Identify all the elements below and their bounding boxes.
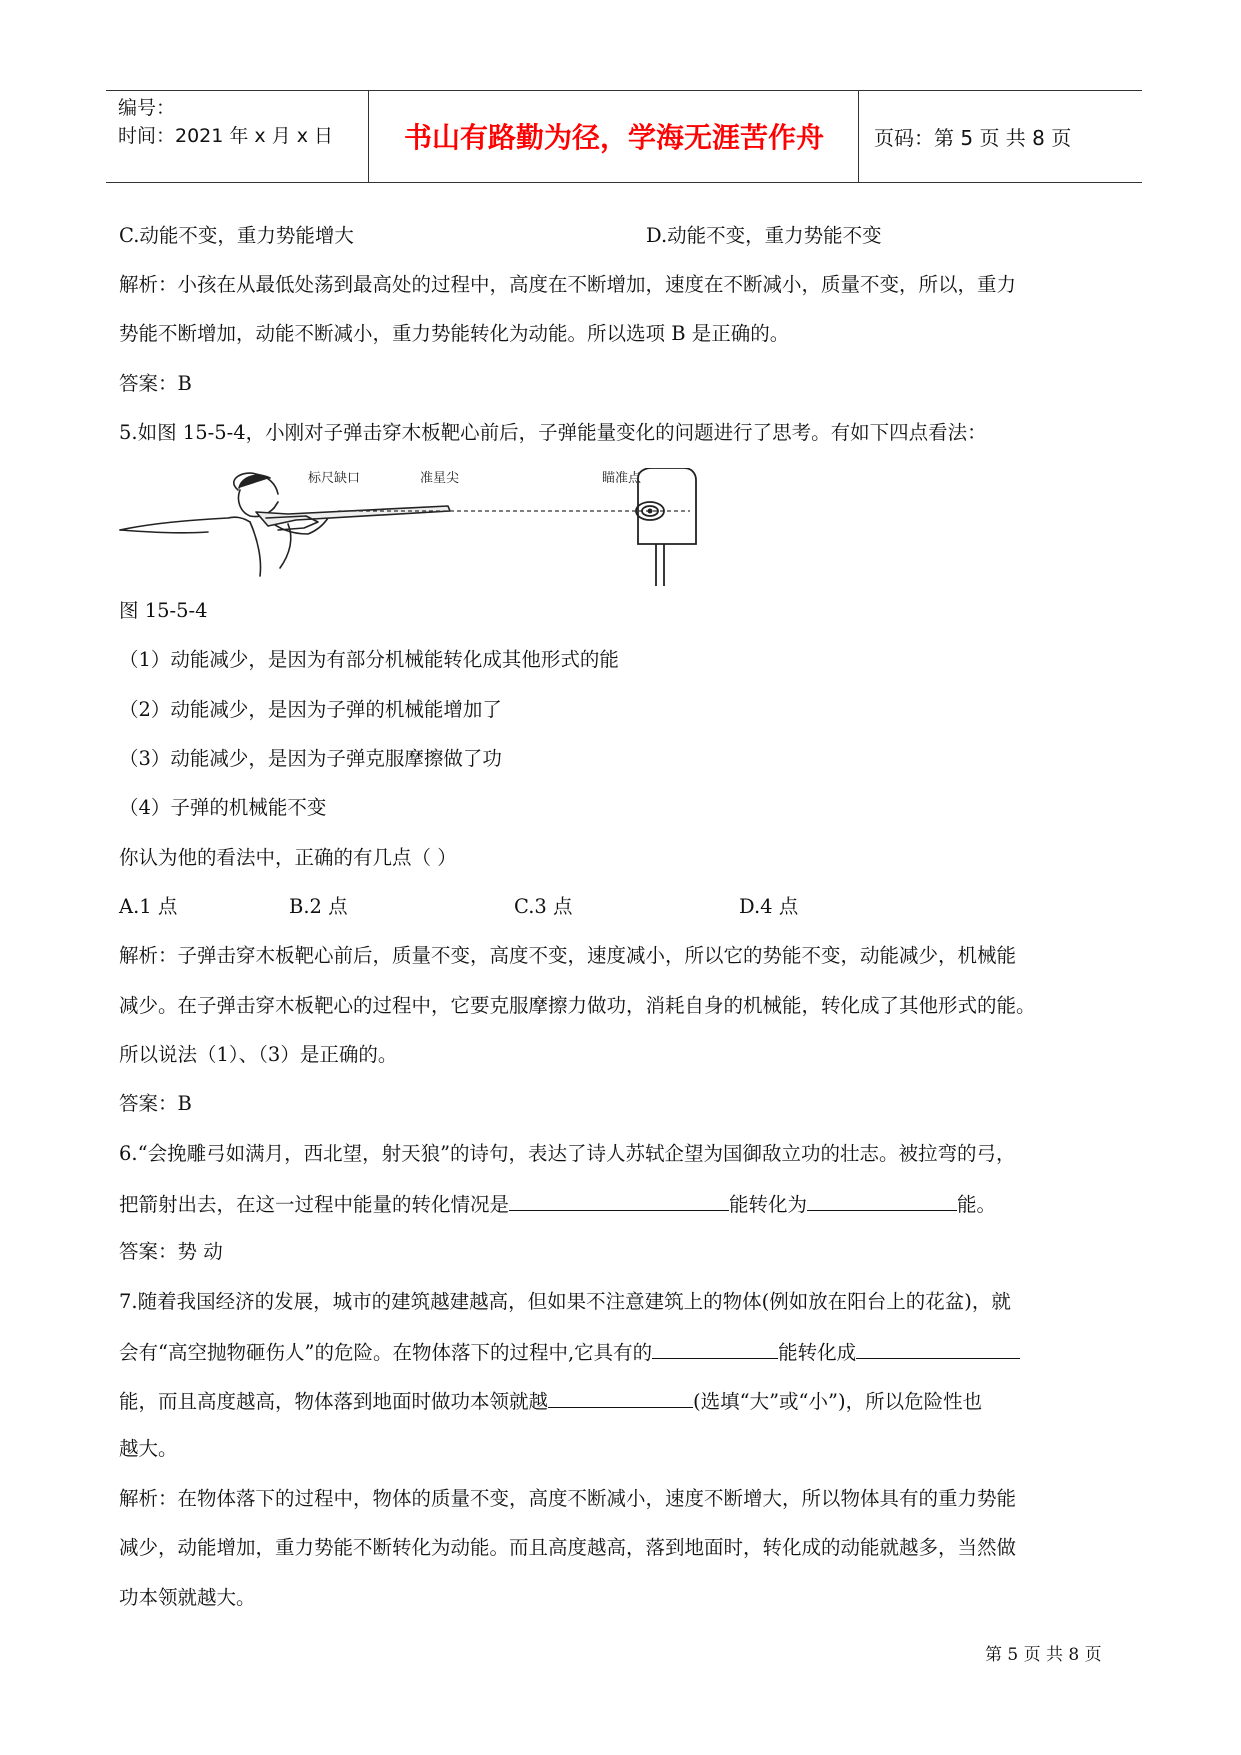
body-outline: [120, 517, 250, 530]
header-left-cell: [118, 94, 333, 150]
header-motto: 书山有路勤为径，学海无涯苦作舟: [403, 121, 824, 154]
analysis-4-line-1: 解析：小孩在从最低处荡到最高处的过程中，高度在不断增加，速度在不断减小，质量不变，所以，重力: [119, 273, 1017, 296]
header-divider-left: [368, 90, 369, 182]
question-7-line-2: 会有“高空抛物砸伤人”的危险。在物体落下的过程中,它具有的 能转化成: [119, 1338, 1020, 1366]
question-5-stem: 5.如图 15-5-4，小刚对子弹击穿木板靶心前后，子弹能量变化的问题进行了思考。有如下四点看法：: [119, 421, 987, 444]
question-7-line-4: 越大。: [119, 1437, 178, 1460]
footer-page-number: 第 5 页 共 8 页: [985, 1645, 1102, 1665]
label-aim-point: 瞄准点: [602, 471, 642, 486]
rifle: [256, 506, 450, 526]
figure-caption: 图 15-5-4: [119, 599, 208, 622]
fill-blank-7a[interactable]: [652, 1338, 778, 1359]
q5-option-a: A.1 点: [119, 895, 178, 918]
option-d: D.动能不变，重力势能不变: [646, 224, 882, 247]
question-6-line-1: 6.“会挽雕弓如满月，西北望，射天狼”的诗句，表达了诗人苏轼企望为国御敌立功的壮志。被拉弯的弓，: [119, 1142, 1016, 1165]
arm: [250, 522, 261, 576]
question-7-line-1: 7.随着我国经济的发展，城市的建筑越建越高，但如果不注意建筑上的物体(例如放在阳台上的花盆)，就: [119, 1290, 1011, 1313]
analysis-7-line-1: 解析：在物体落下的过程中，物体的质量不变，高度不断减小，速度不断增大，所以物体具有的重力势能: [119, 1487, 1017, 1510]
question-6-line-2: 把箭射出去，在这一过程中能量的转化情况是 能转化为 能。: [119, 1190, 996, 1218]
answer-6: 答案：势 动: [119, 1240, 223, 1263]
bullseye: [648, 509, 653, 514]
serial-label: 编号：: [118, 97, 176, 119]
fill-blank-7b[interactable]: [856, 1338, 1020, 1359]
figure-rifle-target: [118, 468, 778, 586]
q5-option-b: B.2 点: [289, 895, 348, 918]
header-page-info: 页码：第 5 页 共 8 页: [874, 125, 1072, 150]
q5-view-2: （2）动能减少，是因为子弹的机械能增加了: [119, 698, 502, 721]
fill-blank-7c[interactable]: [548, 1387, 693, 1408]
q5-view-1: （1）动能减少，是因为有部分机械能转化成其他形式的能: [119, 648, 619, 671]
analysis-7-line-2: 减少，动能增加，重力势能不断转化为动能。而且高度越高，落到地面时，转化成的动能就越多，当然做: [119, 1536, 1017, 1559]
q5-view-3: （3）动能减少，是因为子弹克服摩擦做了功: [119, 747, 502, 770]
analysis-5-line-3: 所以说法（1）、（3）是正确的。: [119, 1043, 398, 1066]
header-divider-right: [858, 90, 859, 182]
analysis-7-line-3: 功本领就越大。: [119, 1586, 256, 1609]
q5-ask: 你认为他的看法中，正确的有几点（ ）: [119, 846, 457, 869]
time-label: 时间：2021 年 x 月 x 日: [118, 125, 334, 147]
header-bottom-rule: [106, 182, 1142, 183]
target: [636, 468, 696, 586]
analysis-5-line-2: 减少。在子弹击穿木板靶心的过程中，它要克服摩擦力做功，消耗自身的机械能，转化成了其他形式的能。: [119, 994, 1036, 1017]
label-rear-sight: 标尺缺口: [308, 471, 361, 486]
fill-blank-6a[interactable]: [509, 1190, 729, 1211]
question-7-line-3: 能，而且高度越高，物体落到地面时做功本领就越 (选填“大”或“小”)，所以危险性也: [119, 1387, 982, 1415]
analysis-4-line-2: 势能不断增加，动能不断减小，重力势能转化为动能。所以选项 B 是正确的。: [119, 322, 790, 345]
q5-option-c: C.3 点: [514, 895, 573, 918]
q5-option-d: D.4 点: [739, 895, 799, 918]
answer-4: 答案：B: [119, 372, 192, 395]
option-c: C.动能不变，重力势能增大: [119, 224, 354, 247]
answer-5: 答案：B: [119, 1092, 192, 1115]
analysis-5-line-1: 解析：子弹击穿木板靶心前后，质量不变，高度不变，速度减小，所以它的势能不变，动能减少，机械能: [119, 944, 1017, 967]
q5-view-4: （4）子弹的机械能不变: [119, 796, 327, 819]
fill-blank-6b[interactable]: [807, 1190, 957, 1211]
label-front-sight: 准星尖: [420, 471, 460, 486]
